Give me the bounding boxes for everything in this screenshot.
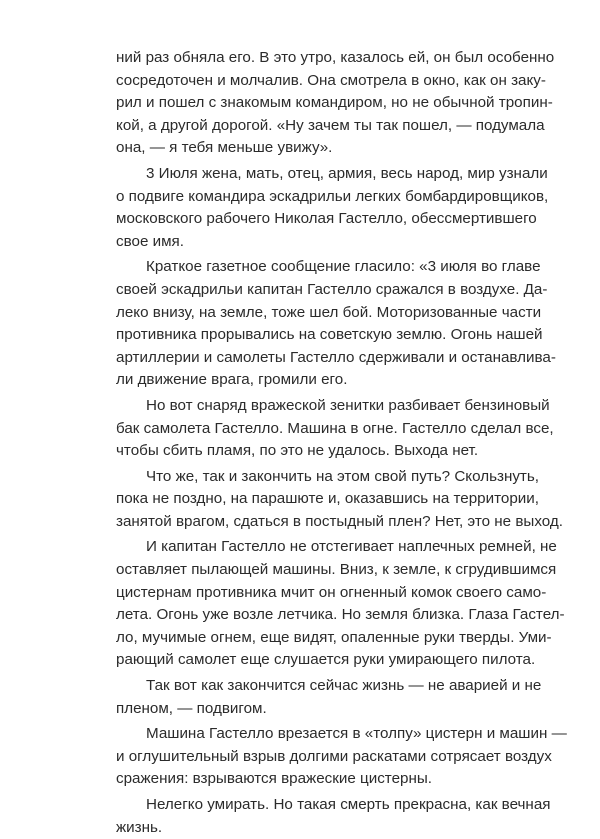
text-line: И капитан Гастелло не отстегивает наплечных ремней, не [146, 538, 557, 556]
text-line: рил и пошел с знакомым командиром, но не обычной тропин- [116, 94, 553, 112]
paragraph [116, 794, 551, 839]
text-line: о подвиге командира эскадрильи легких бомбардировщиков, [116, 187, 549, 205]
text-line: занятой врагом, сдаться в постыдный плен? Нет, это не выход. [116, 512, 563, 530]
text-line: сосредоточен и молчалив. Она смотрела в окно, как он заку- [116, 71, 546, 89]
text-line: пленом, — подвигом. [116, 699, 267, 717]
text-line: чтобы сбить пламя, по это не удалось. Выхода нет. [116, 442, 479, 460]
text-line: Что же, так и закончить на этом свой путь? Скользнуть, [146, 467, 540, 485]
paragraph [116, 466, 563, 534]
paragraph [116, 395, 554, 463]
paragraph [116, 47, 555, 160]
text-line: 3 Июля жена, мать, отец, армия, весь народ, мир узнали [146, 164, 548, 182]
text-line: жизнь. [116, 818, 163, 836]
paragraph [116, 536, 565, 672]
paragraph [116, 256, 556, 392]
paragraph [116, 723, 567, 791]
text-line: ли движение врага, громили его. [116, 371, 348, 389]
text-line: ний раз обняла его. В это утро, казалось ей, он был особенно [116, 49, 555, 66]
text-line: противника прорывались на советскую землю. Огонь нашей [116, 326, 543, 344]
text-line: кой, а другой дорогой. «Ну зачем ты так пошел, — подумала [116, 116, 545, 134]
text-line: она, — я тебя меньше увижу». [116, 139, 333, 157]
text-line: Но вот снаряд вражеской зенитки разбивает бензиновый [146, 396, 550, 414]
text-line: леко внизу, на земле, тоже шел бой. Моторизованные части [116, 303, 542, 321]
text-line: своей эскадрильи капитан Гастелло сражался в воздухе. Да- [116, 280, 548, 298]
text-line: цистернам противника мчит он огненный комок своего само- [116, 583, 547, 601]
text-line: ло, мучимые огнем, еще видят, опаленные руки тверды. Уми- [116, 628, 552, 646]
text-line: бак самолета Гастелло. Машина в огне. Гастелло сделал все, [116, 419, 554, 437]
text-line: московского рабочего Николая Гастелло, обессмертившего [116, 210, 537, 228]
text-line: артиллерии и самолеты Гастелло сдерживали и останавлива- [116, 348, 556, 366]
text-line: свое имя. [116, 232, 184, 250]
text-line: рающий самолет еще слушается руки умирающего пилота. [116, 651, 536, 669]
text-line: Нелегко умирать. Но такая смерть прекрасна, как вечная [146, 796, 551, 813]
text-line: Машина Гастелло врезается в «толпу» цистерн и машин — [146, 725, 567, 743]
paragraph [116, 163, 549, 253]
text-line: лета. Огонь уже возле летчика. Но земля близка. Глаза Гастел- [116, 606, 565, 624]
body-text [116, 47, 567, 839]
text-line: и оглушительный взрыв долгими раскатами сотрясает воздух [116, 747, 552, 765]
text-line: Краткое газетное сообщение гласило: «3 июля во главе [146, 258, 541, 276]
text-line: оставляет пылающей машины. Вниз, к земле, к сгрудившимся [116, 561, 557, 579]
text-line: сражения: взрываются вражеские цистерны. [116, 770, 433, 788]
paragraph [116, 675, 542, 720]
text-line: Так вот как закончится сейчас жизнь — не аварией и не [146, 677, 542, 695]
text-line: пока не поздно, на парашюте и, оказавшись на территории, [116, 490, 539, 508]
